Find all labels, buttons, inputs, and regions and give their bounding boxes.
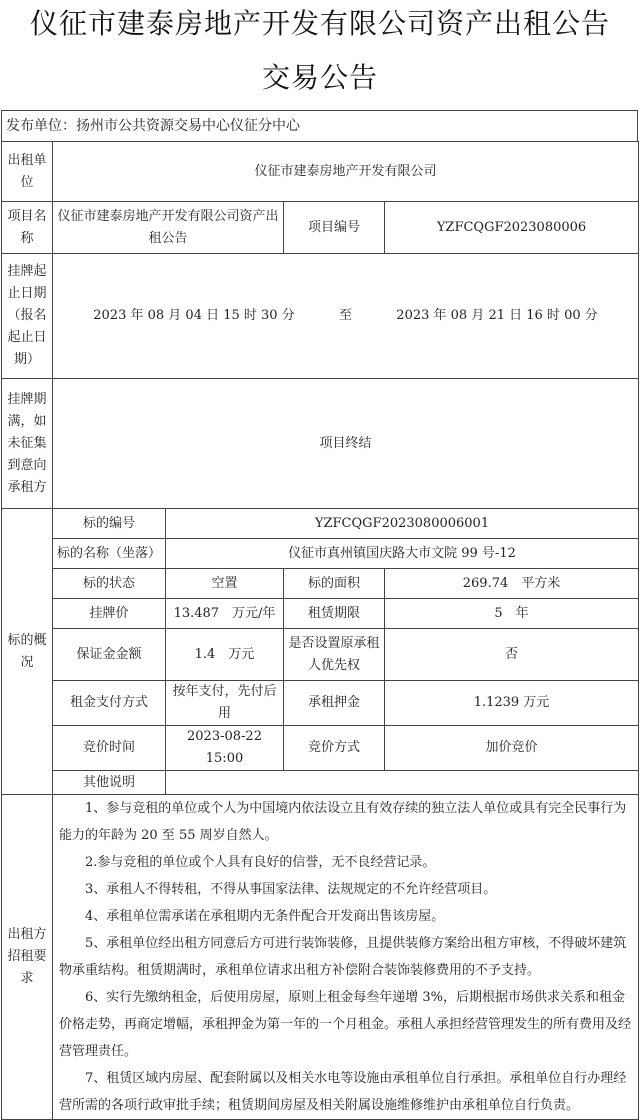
overview-row-deposit (2, 629, 639, 681)
other-value (166, 771, 639, 795)
bid-time-value: 2023-08-22 15:00 (166, 726, 284, 771)
requirement-item: 7、租赁区域内房屋、配套附属以及相关水电等设施由承租单位自行承担。承租单位自行办理经营所需的各项行政审批手续；租赁期间房屋及相关附属设施维修维护由承租单位自行负责。 (59, 1071, 627, 1113)
lessor-row (2, 142, 639, 202)
area-label: 标的面积 (284, 569, 385, 599)
bid-method-label: 竞价方式 (284, 726, 385, 771)
lessor-label: 出租单位 (2, 142, 53, 202)
listing-period-value (53, 254, 639, 379)
item-code-label: 标的编号 (53, 509, 166, 539)
deposit-value: 1.4 万元 (166, 629, 284, 681)
rent-deposit-value: 1.1239 万元 (385, 681, 639, 726)
payment-value: 按年支付，先付后用 (166, 681, 284, 726)
project-code: YZFCQGF2023080006 (385, 202, 639, 254)
overview-row-code (2, 509, 639, 539)
overview-row-status (2, 569, 639, 599)
overview-row-price (2, 599, 639, 629)
requirement-item: 6、实行先缴纳租金，后使用房屋，原则上租金每叁年递增 3%，后期根据市场供求关系和租金价格走势，再商定增幅，承租押金为第一年的一个月租金。承租人承担经营管理发生的所有费用及经营管理责任。 (59, 990, 632, 1059)
project-name: 仪征市建泰房地产开发有限公司资产出租公告 (53, 202, 284, 254)
item-code: YZFCQGF2023080006001 (166, 509, 639, 539)
requirements-row (2, 795, 639, 1120)
listing-to: 至 (339, 308, 353, 323)
overview-row-bid (2, 726, 639, 771)
overview-label: 标的概况 (2, 509, 53, 795)
lessor-value: 仪征市建泰房地产开发有限公司 (53, 142, 639, 202)
project-code-label: 项目编号 (284, 202, 385, 254)
publisher: 发布单位：扬州市公共资源交易中心仪征分中心 (1, 110, 638, 141)
project-label: 项目名称 (2, 202, 53, 254)
page-subtitle: 交易公告 (261, 61, 378, 94)
priority-value: 否 (385, 629, 639, 681)
requirement-item: 4、承租单位需承诺在承租期内无条件配合开发商出售该房屋。 (85, 909, 445, 924)
payment-label: 租金支付方式 (53, 681, 166, 726)
listing-period-row (2, 254, 639, 379)
overview-row-name (2, 539, 639, 569)
requirement-item: 2.参与竞租的单位或个人具有良好的信誉，无不良经营记录。 (85, 855, 436, 870)
item-name-label: 标的名称（坐落） (53, 539, 166, 569)
project-row (2, 202, 639, 254)
term-label: 租赁期限 (284, 599, 385, 629)
item-name: 仪征市真州镇国庆路大市文院 99 号-12 (166, 539, 639, 569)
listing-start: 2023 年 08 月 04 日 15 时 30 分 (93, 308, 295, 323)
expiry-value: 项目终结 (53, 379, 639, 509)
bid-method-value: 加价竞价 (385, 726, 639, 771)
requirements-list (53, 795, 639, 1120)
announcement-sheet (1, 110, 638, 1113)
requirement-item: 1、参与竞租的单位或个人为中国境内依法设立且有效存续的独立法人单位或具有完全民事行为能力的年龄为 20 至 55 周岁自然人。 (59, 801, 627, 843)
requirement-item: 3、承租人不得转租，不得从事国家法律、法规规定的不允许经营项目。 (85, 882, 497, 897)
area-value: 269.74 平方米 (385, 569, 639, 599)
deposit-label: 保证金金额 (53, 629, 166, 681)
requirements-label: 出租方招租要求 (2, 795, 53, 1120)
overview-row-payment (2, 681, 639, 726)
bid-time-label: 竞价时间 (53, 726, 166, 771)
status-label: 标的状态 (53, 569, 166, 599)
overview-row-other (2, 771, 639, 795)
other-label: 其他说明 (53, 771, 166, 795)
rent-deposit-label: 承租押金 (284, 681, 385, 726)
term-value: 5 年 (385, 599, 639, 629)
status-value: 空置 (166, 569, 284, 599)
requirement-item: 5、承租单位经出租方同意后方可进行装饰装修，且提供装修方案给出租方审核，不得破坏建筑物承重结构。租赁期满时，承租单位请求出租方补偿附合装饰装修费用的不予支持。 (59, 936, 627, 978)
price-label: 挂牌价 (53, 599, 166, 629)
priority-label: 是否设置原承租人优先权 (284, 629, 385, 681)
page-title: 仪征市建泰房地产开发有限公司资产出租公告 (29, 7, 610, 40)
price-value: 13.487 万元/年 (166, 599, 284, 629)
listing-end: 2023 年 08 月 21 日 16 时 00 分 (396, 308, 598, 323)
expiry-label: 挂牌期满，如未征集到意向承租方 (2, 379, 53, 509)
listing-period-label: 挂牌起止日期（报名起止日期） (2, 254, 53, 379)
announcement-table (1, 141, 639, 1120)
expiry-row (2, 379, 639, 509)
